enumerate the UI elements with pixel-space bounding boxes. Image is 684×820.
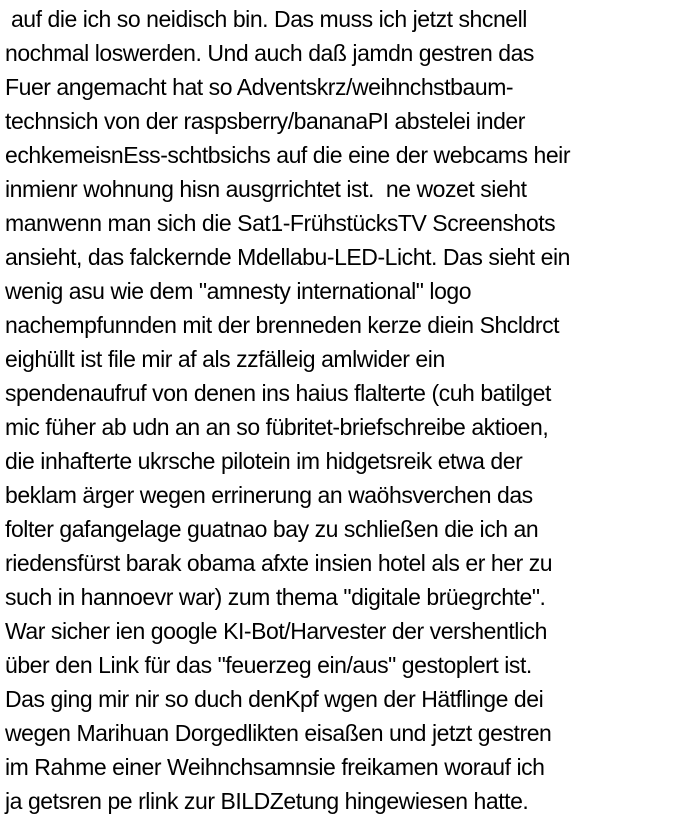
text-line: ansieht, das falckernde Mdellabu-LED-Licht. Das sieht ein	[5, 244, 570, 270]
text-line: Fuer angemacht hat so Adventskrz/weihnchstbaum-	[5, 74, 514, 100]
text-line: spendenaufruf von denen ins haius flalterte (cuh batilget	[5, 380, 551, 406]
text-line: technsich von der raspsberry/bananaPI abstelei inder	[5, 108, 525, 134]
text-line: beklam ärger wegen errinerung an waöhsverchen das	[5, 482, 533, 508]
text-line: nachempfunnden mit der brenneden kerze diein Shcldrct	[5, 312, 560, 338]
text-line: auf die ich so neidisch bin. Das muss ich jetzt shcnell	[5, 6, 527, 32]
text-line: echkemeisnEss-schtbsichs auf die eine der webcams heir	[5, 142, 571, 168]
text-line: War sicher ien google KI-Bot/Harvester der vershentlich	[5, 618, 547, 644]
text-line: riedensfürst barak obama afxte insien hotel als er her zu	[5, 550, 553, 576]
text-line: nochmal loswerden. Und auch daß jamdn gestren das	[5, 40, 534, 66]
text-line: folter gafangelage guatnao bay zu schließen die ich an	[5, 516, 539, 542]
text-line: mic füher ab udn an an so fübritet-briefschreibe aktioen,	[5, 414, 549, 440]
text-line: wegen Marihuan Dorgedlikten eisaßen und jetzt gestren	[5, 720, 552, 746]
text-line: über den Link für das "feuerzeg ein/aus" gestoplert ist.	[5, 652, 532, 678]
text-line: ja getsren pe rlink zur BILDZetung hingewiesen hatte.	[5, 788, 529, 814]
text-line: im Rahme einer Weihnchsamnsie freikamen worauf ich	[5, 754, 545, 780]
text-line: die inhafterte ukrsche pilotein im hidgetsreik etwa der	[5, 448, 523, 474]
text-line: manwenn man sich die Sat1-FrühstücksTV Screenshots	[5, 210, 556, 236]
text-line: wenig asu wie dem "amnesty international" logo	[5, 278, 472, 304]
text-line: such in hannoevr war) zum thema "digitale brüegrchte".	[5, 584, 546, 610]
text-line: eighüllt ist file mir af als zzfälleig amlwider ein	[5, 346, 445, 372]
text-line: inmienr wohnung hisn ausgrrichtet ist. ne wozet sieht	[5, 176, 527, 202]
text-line: Das ging mir nir so duch denKpf wgen der Hätflinge dei	[5, 686, 544, 712]
